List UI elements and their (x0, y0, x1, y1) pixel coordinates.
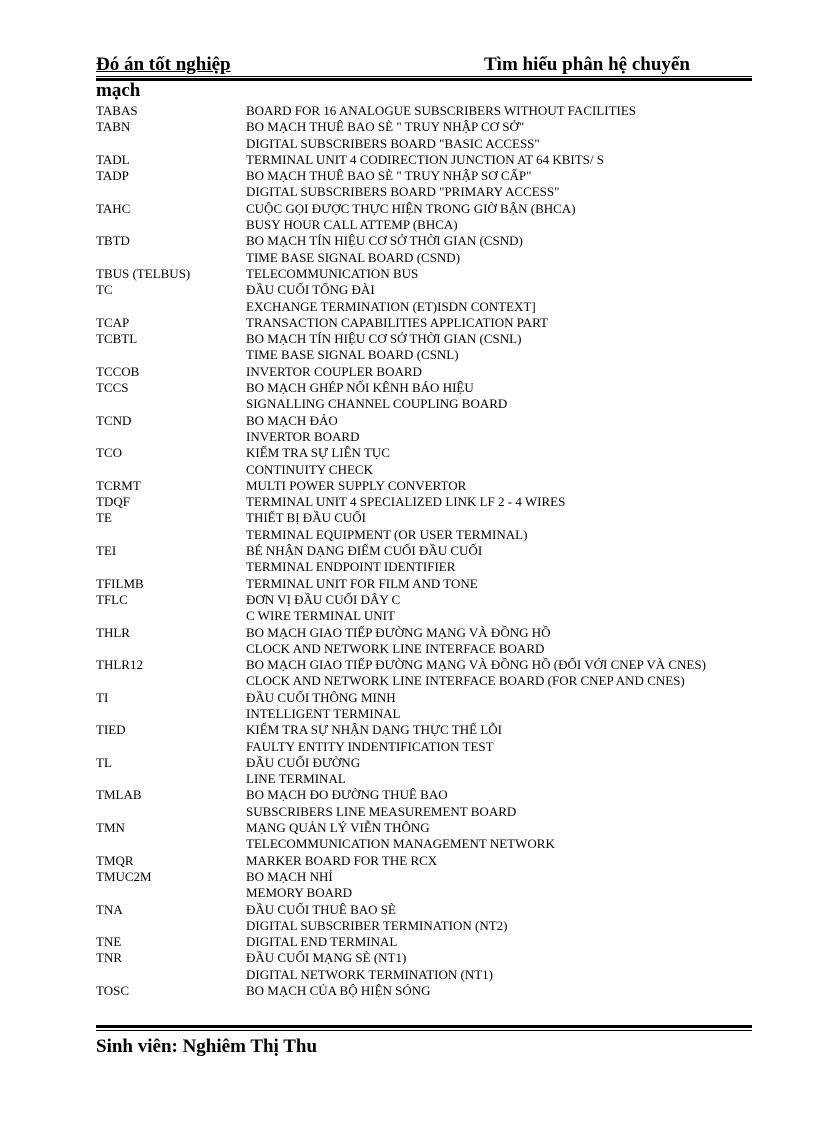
glossary-definition: MEMORY BOARD (246, 885, 353, 901)
glossary-term: TMUC2M (96, 868, 152, 884)
glossary-term: THLR (96, 624, 130, 640)
glossary-term: THLR12 (96, 657, 143, 673)
glossary-definition: ĐẦU CUỐI MẠNG SÈ (NT1) (246, 950, 407, 966)
footer-rule-thick (96, 1025, 752, 1028)
glossary-entry (96, 722, 716, 755)
glossary-term: TNE (96, 934, 122, 950)
glossary-term: TCRMT (96, 477, 141, 493)
glossary-entry (96, 103, 716, 119)
glossary-entry (96, 445, 716, 478)
glossary-definition: TELECOMMUNICATION BUS (246, 265, 419, 281)
glossary-entry (96, 364, 716, 380)
glossary-entry (96, 119, 716, 152)
glossary-definition: BO MẠCH GIAO TIẾP ĐƯỜNG MẠNG VÀ ĐỒNG HỒ (ĐỐI VỚI CNEP VÀ CNES) (246, 657, 706, 673)
glossary-entry (96, 315, 716, 331)
glossary-definitions (246, 445, 716, 478)
glossary-entry (96, 543, 716, 576)
glossary-entry (96, 902, 716, 935)
glossary-term: TFILMB (96, 575, 144, 591)
glossary-definition: KIỂM TRA SỰ LIÊN TỤC (246, 445, 390, 461)
glossary-term: TDQF (96, 494, 130, 510)
glossary-definition: FAULTY ENTITY INDENTIFICATION TEST (246, 738, 494, 754)
glossary-definition: BO MẠCH ĐẢO (246, 412, 338, 428)
glossary-definition: BO MẠCH CỦA BỘ HIỆN SÓNG (246, 983, 431, 999)
glossary-definition: DIGITAL SUBSCRIBER TERMINATION (NT2) (246, 917, 508, 933)
glossary-entry (96, 168, 716, 201)
glossary-definitions (246, 657, 716, 690)
glossary-term: TCBTL (96, 331, 138, 347)
glossary-definition: DIGITAL SUBSCRIBERS BOARD "BASIC ACCESS" (246, 135, 540, 151)
glossary-definition: C WIRE TERMINAL UNIT (246, 608, 395, 624)
glossary-definitions (246, 853, 716, 869)
glossary-definitions (246, 315, 716, 331)
glossary-definition: ĐẦU CUỐI THÔNG MINH (246, 689, 396, 705)
glossary-entry (96, 820, 716, 853)
glossary-term: TMLAB (96, 787, 142, 803)
glossary-definitions (246, 690, 716, 723)
glossary-definition: TERMINAL UNIT 4 CODIRECTION JUNCTION AT 64 KBITS/ S (246, 151, 604, 167)
glossary-entry (96, 380, 716, 413)
glossary-definitions (246, 233, 716, 266)
glossary-definitions (246, 820, 716, 853)
glossary-definition: BO MẠCH NHỈ (246, 868, 333, 884)
glossary-definition: ĐẦU CUỐI THUÊ BAO SÈ (246, 901, 396, 917)
glossary-term: TIED (96, 722, 126, 738)
glossary-definition: BO MẠCH THUÊ BAO SÈ " TRUY NHẬP SƠ CẤP" (246, 168, 532, 184)
glossary-entry (96, 331, 716, 364)
glossary-definitions (246, 510, 716, 543)
header-topic-title: Tìm hiểu phân hệ chuyển (484, 54, 690, 75)
footer-student-name: Sinh viên: Nghiêm Thị Thu (96, 1036, 318, 1057)
glossary-term: TCAP (96, 314, 130, 330)
glossary-entry (96, 282, 716, 315)
glossary-definitions (246, 364, 716, 380)
glossary-definition: INVERTOR COUPLER BOARD (246, 363, 422, 379)
glossary-term: TMN (96, 820, 125, 836)
glossary-definitions (246, 152, 716, 168)
glossary-definitions (246, 722, 716, 755)
glossary-definition: BO MẠCH ĐO ĐƯỜNG THUÊ BAO (246, 787, 448, 803)
glossary-definition: CLOCK AND NETWORK LINE INTERFACE BOARD (FOR CNEP AND CNES) (246, 673, 685, 689)
glossary-term: TAHC (96, 200, 131, 216)
glossary-list (96, 103, 716, 999)
glossary-definition: BOARD FOR 16 ANALOGUE SUBSCRIBERS WITHOUT FACILITIES (246, 103, 637, 118)
glossary-entry (96, 690, 716, 723)
glossary-definition: CUỘC GỌI ĐƯỢC THỰC HIỆN TRONG GIỜ BẬN (BHCA) (246, 200, 576, 216)
glossary-definition: BUSY HOUR CALL ATTEMP (BHCA) (246, 217, 458, 233)
footer-rule-thin (96, 1030, 752, 1031)
glossary-entry (96, 983, 716, 999)
glossary-entry (96, 494, 716, 510)
glossary-entry (96, 625, 716, 658)
glossary-entry (96, 787, 716, 820)
glossary-definition: THIẾT BỊ ĐẦU CUỐI (246, 510, 366, 526)
glossary-definition: ĐẦU CUỐI ĐƯỜNG (246, 754, 361, 770)
glossary-definition: TELECOMMUNICATION MANAGEMENT NETWORK (246, 836, 555, 852)
glossary-definitions (246, 983, 716, 999)
glossary-entry (96, 853, 716, 869)
header-title-continuation: mạch (96, 80, 141, 101)
glossary-entry (96, 576, 716, 592)
glossary-term: TFLC (96, 591, 128, 607)
glossary-term: TCCOB (96, 363, 140, 379)
glossary-term: TE (96, 510, 112, 526)
glossary-definitions (246, 494, 716, 510)
glossary-definitions (246, 592, 716, 625)
glossary-term: TABAS (96, 103, 138, 118)
glossary-definition: MARKER BOARD FOR THE RCX (246, 852, 438, 868)
glossary-definitions (246, 950, 716, 983)
glossary-entry (96, 950, 716, 983)
glossary-definition: BO MẠCH GHÉP NỐI KÊNH BÁO HIỆU (246, 380, 474, 396)
glossary-entry (96, 152, 716, 168)
glossary-term: TCCS (96, 380, 129, 396)
glossary-entry (96, 201, 716, 234)
glossary-definition: DIGITAL END TERMINAL (246, 934, 398, 950)
glossary-definition: SUBSCRIBERS LINE MEASUREMENT BOARD (246, 803, 517, 819)
glossary-definitions (246, 168, 716, 201)
glossary-definition: MẠNG QUẢN LÝ VIỄN THÔNG (246, 820, 430, 836)
glossary-definition: KIỂM TRA SỰ NHẬN DẠNG THỰC THỂ LỖI (246, 722, 502, 738)
glossary-definition: INTELLIGENT TERMINAL (246, 705, 401, 721)
glossary-definitions (246, 282, 716, 315)
glossary-definitions (246, 266, 716, 282)
glossary-definition: MULTI POWER SUPPLY CONVERTOR (246, 477, 467, 493)
glossary-definitions (246, 543, 716, 576)
glossary-term: TADL (96, 151, 130, 167)
glossary-term: TNA (96, 901, 123, 917)
glossary-term: TMQR (96, 852, 134, 868)
glossary-term: TCND (96, 412, 132, 428)
header-thesis-title: Đó án tốt nghiệp (96, 54, 231, 75)
glossary-term: TI (96, 689, 109, 705)
glossary-definition: LINE TERMINAL (246, 771, 346, 787)
page-header (96, 54, 752, 76)
header-rule-thick (96, 78, 752, 81)
header-rule-thin (96, 76, 752, 77)
glossary-definition: TERMINAL UNIT 4 SPECIALIZED LINK LF 2 - 4 WIRES (246, 494, 566, 510)
glossary-definition: INVERTOR BOARD (246, 428, 360, 444)
glossary-term: TNR (96, 950, 122, 966)
glossary-definition: TERMINAL UNIT FOR FILM AND TONE (246, 575, 478, 591)
glossary-term: TL (96, 754, 112, 770)
glossary-definitions (246, 934, 716, 950)
glossary-term: TC (96, 282, 113, 298)
glossary-definition: CONTINUITY CHECK (246, 461, 373, 477)
glossary-entry (96, 233, 716, 266)
glossary-entry (96, 510, 716, 543)
glossary-definitions (246, 902, 716, 935)
glossary-definitions (246, 625, 716, 658)
glossary-entry (96, 413, 716, 446)
glossary-term: TBUS (TELBUS) (96, 265, 191, 281)
glossary-entry (96, 266, 716, 282)
glossary-definitions (246, 787, 716, 820)
glossary-definitions (246, 755, 716, 788)
glossary-definitions (246, 380, 716, 413)
glossary-definition: BO MẠCH GIAO TIẾP ĐƯỜNG MẠNG VÀ ĐỒNG HỒ (246, 624, 551, 640)
glossary-definitions (246, 103, 716, 119)
glossary-definition: TERMINAL ENDPOINT IDENTIFIER (246, 559, 456, 575)
glossary-definitions (246, 576, 716, 592)
glossary-term: TCO (96, 445, 122, 461)
glossary-entry (96, 657, 716, 690)
glossary-entry (96, 478, 716, 494)
glossary-entry (96, 869, 716, 902)
glossary-definition: BO MẠCH TÍN HIỆU CƠ SỞ THỜI GIAN (CSND) (246, 233, 523, 249)
glossary-term: TEI (96, 543, 117, 559)
glossary-definition: ĐẦU CUỐI TỔNG ĐÀI (246, 282, 375, 298)
glossary-definition: BO MẠCH THUÊ BAO SÈ " TRUY NHẬP CƠ SỞ" (246, 119, 525, 135)
glossary-definition: DIGITAL SUBSCRIBERS BOARD "PRIMARY ACCESS" (246, 184, 560, 200)
glossary-definition: TIME BASE SIGNAL BOARD (CSND) (246, 249, 461, 265)
glossary-term: TADP (96, 168, 129, 184)
glossary-definition: ĐƠN VỊ ĐẦU CUỐI DÂY C (246, 591, 401, 607)
glossary-entry (96, 755, 716, 788)
glossary-definitions (246, 478, 716, 494)
glossary-entry (96, 934, 716, 950)
glossary-term: TABN (96, 119, 131, 135)
glossary-definition: TERMINAL EQUIPMENT (OR USER TERMINAL) (246, 526, 528, 542)
glossary-definition: EXCHANGE TERMINATION (ET)ISDN CONTEXT] (246, 298, 536, 314)
glossary-definitions (246, 331, 716, 364)
glossary-term: TOSC (96, 983, 129, 999)
glossary-definitions (246, 869, 716, 902)
glossary-definition: CLOCK AND NETWORK LINE INTERFACE BOARD (246, 640, 545, 656)
glossary-definition: BO MẠCH TÍN HIỆU CƠ SỞ THỜI GIAN (CSNL) (246, 331, 522, 347)
glossary-definitions (246, 201, 716, 234)
glossary-definition: TIME BASE SIGNAL BOARD (CSNL) (246, 347, 459, 363)
glossary-definition: DIGITAL NETWORK TERMINATION (NT1) (246, 966, 493, 982)
glossary-definition: SIGNALLING CHANNEL COUPLING BOARD (246, 396, 508, 412)
glossary-term: TBTD (96, 233, 130, 249)
glossary-definitions (246, 413, 716, 446)
glossary-definition: TRANSACTION CAPABILITIES APPLICATION PART (246, 314, 548, 330)
glossary-entry (96, 592, 716, 625)
glossary-definition: BÉ NHẬN DẠNG ĐIỂM CUỐI ĐẦU CUỐI (246, 543, 483, 559)
glossary-definitions (246, 119, 716, 152)
